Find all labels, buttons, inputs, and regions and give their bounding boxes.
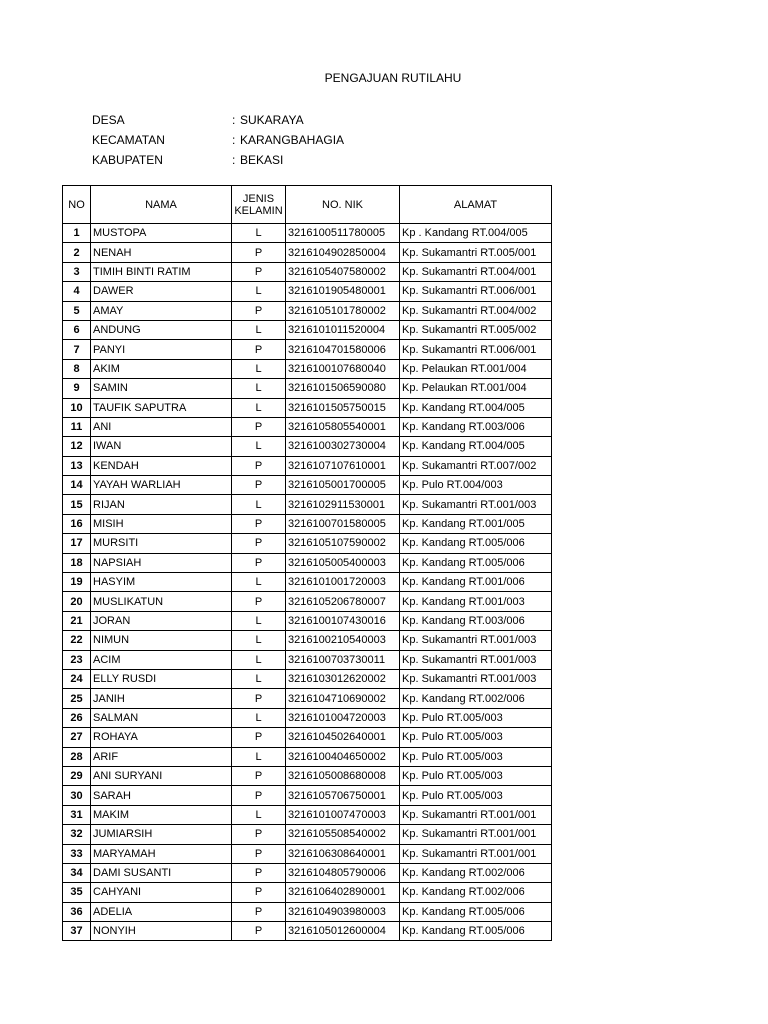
cell-nama: SALMAN [91, 708, 232, 727]
cell-alamat: Kp. Sukamantri RT.006/001 [400, 340, 552, 359]
cell-alamat: Kp. Kandang RT.001/003 [400, 592, 552, 611]
cell-alamat: Kp. Sukamantri RT.004/001 [400, 262, 552, 281]
cell-jenis-kelamin: L [232, 359, 286, 378]
cell-nama: MARYAMAH [91, 844, 232, 863]
table-row [63, 611, 552, 630]
cell-nama: AMAY [91, 301, 232, 320]
cell-nama: MUSTOPA [91, 224, 232, 243]
cell-alamat: Kp. Sukamantri RT.004/002 [400, 301, 552, 320]
cell-nama: MISIH [91, 514, 232, 533]
cell-nik: 3216105005400003 [286, 553, 400, 572]
cell-jenis-kelamin: L [232, 437, 286, 456]
cell-jenis-kelamin: P [232, 456, 286, 475]
cell-no: 20 [63, 592, 91, 611]
cell-nama: AKIM [91, 359, 232, 378]
cell-nik: 3216101004720003 [286, 708, 400, 727]
table-row [63, 747, 552, 766]
cell-nik: 3216101505750015 [286, 398, 400, 417]
header-jenis-line1: JENIS [242, 192, 275, 205]
header-alamat: ALAMAT [400, 186, 552, 224]
header-jenis-kelamin [232, 186, 286, 224]
cell-nama: ACIM [91, 650, 232, 669]
table-row [63, 224, 552, 243]
cell-alamat: Kp. Sukamantri RT.001/003 [400, 495, 552, 514]
cell-alamat: Kp. Pelaukan RT.001/004 [400, 379, 552, 398]
cell-jenis-kelamin: L [232, 747, 286, 766]
cell-nik: 3216105706750001 [286, 786, 400, 805]
cell-nik: 3216100302730004 [286, 437, 400, 456]
cell-no: 14 [63, 476, 91, 495]
page-title: PENGAJUAN RUTILAHU [324, 71, 462, 85]
info-label: DESA [92, 113, 125, 127]
cell-alamat: Kp. Sukamantri RT.001/001 [400, 825, 552, 844]
cell-alamat: Kp. Pulo RT.005/003 [400, 766, 552, 785]
cell-no: 37 [63, 922, 91, 941]
cell-nama: MAKIM [91, 805, 232, 824]
cell-no: 21 [63, 611, 91, 630]
cell-no: 27 [63, 728, 91, 747]
cell-jenis-kelamin: P [232, 262, 286, 281]
table-row [63, 456, 552, 475]
cell-alamat: Kp. Kandang RT.005/006 [400, 534, 552, 553]
cell-alamat: Kp. Sukamantri RT.006/001 [400, 282, 552, 301]
cell-jenis-kelamin: P [232, 883, 286, 902]
cell-alamat: Kp. Kandang RT.003/006 [400, 611, 552, 630]
cell-nama: DAMI SUSANTI [91, 863, 232, 882]
cell-no: 36 [63, 902, 91, 921]
cell-jenis-kelamin: L [232, 650, 286, 669]
info-row-kecamatan [92, 130, 344, 150]
cell-jenis-kelamin: P [232, 902, 286, 921]
cell-alamat: Kp. Pelaukan RT.001/004 [400, 359, 552, 378]
cell-jenis-kelamin: L [232, 669, 286, 688]
cell-alamat: Kp. Kandang RT.005/006 [400, 922, 552, 941]
cell-jenis-kelamin: L [232, 573, 286, 592]
cell-nama: ROHAYA [91, 728, 232, 747]
cell-alamat: Kp. Sukamantri RT.001/003 [400, 631, 552, 650]
cell-nik: 3216104701580006 [286, 340, 400, 359]
cell-no: 5 [63, 301, 91, 320]
cell-alamat: Kp. Sukamantri RT.001/001 [400, 805, 552, 824]
cell-nama: HASYIM [91, 573, 232, 592]
cell-jenis-kelamin: L [232, 282, 286, 301]
table-row [63, 320, 552, 339]
info-colon: : [232, 153, 236, 167]
cell-jenis-kelamin: P [232, 922, 286, 941]
cell-alamat: Kp. Pulo RT.004/003 [400, 476, 552, 495]
info-label: KABUPATEN [92, 153, 163, 167]
cell-nama: ADELIA [91, 902, 232, 921]
location-info [92, 110, 344, 170]
table-row [63, 902, 552, 921]
table-row [63, 650, 552, 669]
info-value: KARANGBAHAGIA [240, 133, 345, 147]
cell-alamat: Kp. Kandang RT.004/005 [400, 398, 552, 417]
info-row-kabupaten [92, 150, 344, 170]
cell-jenis-kelamin: L [232, 495, 286, 514]
cell-nama: DAWER [91, 282, 232, 301]
table-header-row [63, 186, 552, 224]
cell-no: 6 [63, 320, 91, 339]
cell-nik: 3216105008680008 [286, 766, 400, 785]
table-row [63, 592, 552, 611]
table-row [63, 805, 552, 824]
cell-nik: 3216100703730011 [286, 650, 400, 669]
header-nik: NO. NIK [286, 186, 400, 224]
cell-no: 2 [63, 243, 91, 262]
cell-no: 7 [63, 340, 91, 359]
cell-no: 33 [63, 844, 91, 863]
cell-jenis-kelamin: P [232, 863, 286, 882]
cell-no: 15 [63, 495, 91, 514]
table-row [63, 689, 552, 708]
table-row [63, 398, 552, 417]
cell-jenis-kelamin: P [232, 553, 286, 572]
cell-nama: TAUFIK SAPUTRA [91, 398, 232, 417]
cell-nama: RIJAN [91, 495, 232, 514]
beneficiary-table [62, 185, 552, 941]
cell-nama: JANIH [91, 689, 232, 708]
cell-no: 28 [63, 747, 91, 766]
cell-nik: 3216100511780005 [286, 224, 400, 243]
table-row [63, 669, 552, 688]
cell-alamat: Kp. Kandang RT.001/005 [400, 514, 552, 533]
cell-no: 31 [63, 805, 91, 824]
table-row [63, 243, 552, 262]
table-row [63, 476, 552, 495]
table-row [63, 417, 552, 436]
table-row [63, 766, 552, 785]
cell-jenis-kelamin: L [232, 708, 286, 727]
cell-no: 22 [63, 631, 91, 650]
cell-no: 29 [63, 766, 91, 785]
header-jenis-line2: KELAMIN [234, 204, 283, 217]
info-row-desa [92, 110, 344, 130]
cell-nama: CAHYANI [91, 883, 232, 902]
cell-alamat: Kp. Sukamantri RT.001/001 [400, 844, 552, 863]
cell-nik: 3216105805540001 [286, 417, 400, 436]
cell-no: 24 [63, 669, 91, 688]
cell-nik: 3216101001720003 [286, 573, 400, 592]
cell-jenis-kelamin: P [232, 534, 286, 553]
table-row [63, 922, 552, 941]
header-no: NO [63, 186, 91, 224]
cell-nik: 3216102911530001 [286, 495, 400, 514]
cell-jenis-kelamin: L [232, 805, 286, 824]
cell-nik: 3216105001700005 [286, 476, 400, 495]
cell-nik: 3216104502640001 [286, 728, 400, 747]
cell-alamat: Kp. Kandang RT.002/006 [400, 689, 552, 708]
cell-jenis-kelamin: L [232, 320, 286, 339]
cell-alamat: Kp. Pulo RT.005/003 [400, 786, 552, 805]
cell-nik: 3216104710690002 [286, 689, 400, 708]
cell-no: 32 [63, 825, 91, 844]
cell-nama: YAYAH WARLIAH [91, 476, 232, 495]
cell-no: 9 [63, 379, 91, 398]
cell-alamat: Kp. Kandang RT.002/006 [400, 883, 552, 902]
cell-no: 4 [63, 282, 91, 301]
cell-jenis-kelamin: P [232, 825, 286, 844]
cell-nik: 3216100404650002 [286, 747, 400, 766]
cell-nama: ELLY RUSDI [91, 669, 232, 688]
table-row [63, 262, 552, 281]
cell-no: 10 [63, 398, 91, 417]
cell-no: 17 [63, 534, 91, 553]
cell-nama: ARIF [91, 747, 232, 766]
cell-alamat: Kp. Pulo RT.005/003 [400, 728, 552, 747]
cell-nik: 3216101506590080 [286, 379, 400, 398]
cell-no: 13 [63, 456, 91, 475]
table-row [63, 844, 552, 863]
cell-nik: 3216106308640001 [286, 844, 400, 863]
cell-nik: 3216100210540003 [286, 631, 400, 650]
table-row [63, 514, 552, 533]
table-row [63, 553, 552, 572]
cell-nik: 3216100107680040 [286, 359, 400, 378]
cell-alamat: Kp. Sukamantri RT.005/001 [400, 243, 552, 262]
cell-no: 12 [63, 437, 91, 456]
cell-alamat: Kp. Kandang RT.003/006 [400, 417, 552, 436]
table-row [63, 534, 552, 553]
cell-nik: 3216100107430016 [286, 611, 400, 630]
cell-alamat: Kp. Pulo RT.005/003 [400, 708, 552, 727]
cell-nama: NONYIH [91, 922, 232, 941]
cell-nik: 3216104902850004 [286, 243, 400, 262]
cell-nik: 3216105407580002 [286, 262, 400, 281]
table-row [63, 359, 552, 378]
cell-no: 1 [63, 224, 91, 243]
cell-nik: 3216101905480001 [286, 282, 400, 301]
cell-no: 34 [63, 863, 91, 882]
cell-no: 26 [63, 708, 91, 727]
cell-jenis-kelamin: P [232, 340, 286, 359]
info-label: KECAMATAN [92, 133, 165, 147]
cell-nama: SARAH [91, 786, 232, 805]
cell-alamat: Kp. Sukamantri RT.007/002 [400, 456, 552, 475]
cell-no: 19 [63, 573, 91, 592]
cell-alamat: Kp. Kandang RT.001/006 [400, 573, 552, 592]
table-row [63, 379, 552, 398]
cell-no: 3 [63, 262, 91, 281]
info-colon: : [232, 133, 236, 147]
cell-nama: ANI [91, 417, 232, 436]
cell-alamat: Kp. Pulo RT.005/003 [400, 747, 552, 766]
cell-alamat: Kp. Kandang RT.005/006 [400, 553, 552, 572]
cell-nama: MURSITI [91, 534, 232, 553]
cell-nama: JUMIARSIH [91, 825, 232, 844]
table-row [63, 631, 552, 650]
cell-alamat: Kp . Kandang RT.004/005 [400, 224, 552, 243]
table-row [63, 863, 552, 882]
table-row [63, 282, 552, 301]
cell-jenis-kelamin: P [232, 728, 286, 747]
cell-no: 25 [63, 689, 91, 708]
cell-nik: 3216105508540002 [286, 825, 400, 844]
info-colon: : [232, 113, 236, 127]
cell-nama: ANDUNG [91, 320, 232, 339]
cell-nama: NAPSIAH [91, 553, 232, 572]
cell-nik: 3216105206780007 [286, 592, 400, 611]
cell-nik: 3216101011520004 [286, 320, 400, 339]
cell-nama: IWAN [91, 437, 232, 456]
cell-no: 35 [63, 883, 91, 902]
table-row [63, 883, 552, 902]
cell-nama: SAMIN [91, 379, 232, 398]
cell-alamat: Kp. Kandang RT.004/005 [400, 437, 552, 456]
cell-jenis-kelamin: P [232, 844, 286, 863]
cell-nik: 3216106402890001 [286, 883, 400, 902]
cell-nama: ANI SURYANI [91, 766, 232, 785]
table-row [63, 825, 552, 844]
cell-nik: 3216105101780002 [286, 301, 400, 320]
table-row [63, 437, 552, 456]
cell-nik: 3216104805790006 [286, 863, 400, 882]
table-row [63, 786, 552, 805]
cell-jenis-kelamin: L [232, 631, 286, 650]
cell-alamat: Kp. Sukamantri RT.001/003 [400, 669, 552, 688]
cell-alamat: Kp. Sukamantri RT.005/002 [400, 320, 552, 339]
table-row [63, 301, 552, 320]
table-row [63, 340, 552, 359]
cell-nik: 3216105012600004 [286, 922, 400, 941]
cell-jenis-kelamin: P [232, 689, 286, 708]
cell-jenis-kelamin: P [232, 766, 286, 785]
cell-nik: 3216103012620002 [286, 669, 400, 688]
cell-nik: 3216101007470003 [286, 805, 400, 824]
cell-no: 16 [63, 514, 91, 533]
cell-no: 11 [63, 417, 91, 436]
cell-nama: PANYI [91, 340, 232, 359]
cell-jenis-kelamin: P [232, 592, 286, 611]
cell-jenis-kelamin: P [232, 786, 286, 805]
cell-nama: JORAN [91, 611, 232, 630]
cell-alamat: Kp. Sukamantri RT.001/003 [400, 650, 552, 669]
cell-jenis-kelamin: L [232, 611, 286, 630]
cell-nik: 3216105107590002 [286, 534, 400, 553]
table-row [63, 708, 552, 727]
info-value: BEKASI [240, 153, 284, 167]
cell-alamat: Kp. Kandang RT.002/006 [400, 863, 552, 882]
cell-nik: 3216107107610001 [286, 456, 400, 475]
table-body [63, 224, 552, 941]
cell-nama: TIMIH BINTI RATIM [91, 262, 232, 281]
table-row [63, 728, 552, 747]
cell-nama: NENAH [91, 243, 232, 262]
cell-jenis-kelamin: P [232, 417, 286, 436]
cell-jenis-kelamin: P [232, 476, 286, 495]
cell-nama: NIMUN [91, 631, 232, 650]
cell-no: 23 [63, 650, 91, 669]
cell-no: 8 [63, 359, 91, 378]
cell-nama: KENDAH [91, 456, 232, 475]
cell-nik: 3216104903980003 [286, 902, 400, 921]
cell-jenis-kelamin: P [232, 514, 286, 533]
cell-alamat: Kp. Kandang RT.005/006 [400, 902, 552, 921]
cell-jenis-kelamin: L [232, 379, 286, 398]
info-value: SUKARAYA [240, 113, 304, 127]
cell-jenis-kelamin: P [232, 243, 286, 262]
table-row [63, 573, 552, 592]
cell-jenis-kelamin: L [232, 398, 286, 417]
cell-no: 18 [63, 553, 91, 572]
cell-nama: MUSLIKATUN [91, 592, 232, 611]
header-nama: NAMA [91, 186, 232, 224]
cell-jenis-kelamin: P [232, 301, 286, 320]
table-row [63, 495, 552, 514]
cell-jenis-kelamin: L [232, 224, 286, 243]
cell-nik: 3216100701580005 [286, 514, 400, 533]
cell-no: 30 [63, 786, 91, 805]
